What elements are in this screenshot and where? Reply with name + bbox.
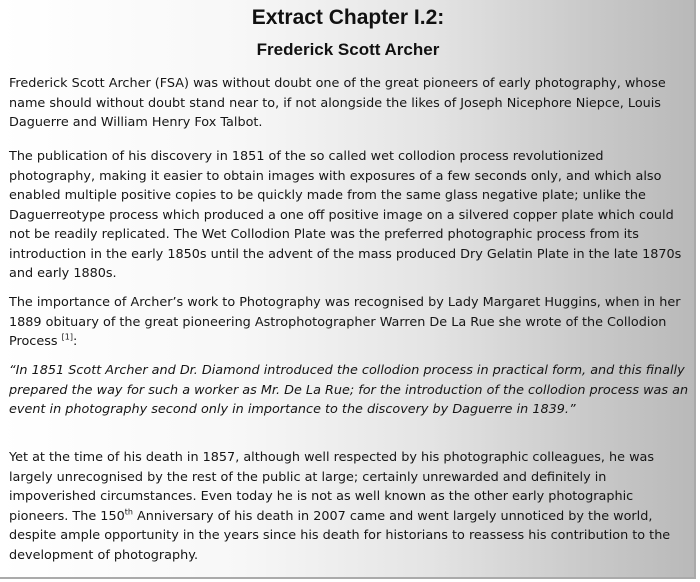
chapter-subtitle: Frederick Scott Archer bbox=[256, 40, 440, 59]
paragraph-importance-end: : bbox=[72, 334, 78, 349]
paragraph-importance bbox=[9, 293, 689, 352]
quotation: “In 1851 Scott Archer and Dr. Diamond introduced the collodion process in practical form, and this finally prepared the way for such a worker as Mr. De La Rue; for the introduction of the collodion process was an event in photography second only in importance to the discovery by Daguerre in 1839.” bbox=[9, 363, 689, 417]
reference-marker: [1] bbox=[61, 332, 73, 342]
paragraph-importance-text: The importance of Archer’s work to Photography was recognised by Lady Margaret Huggins, when in her 1889 obituary of the great pioneering Astrophotographer Warren De La Rue she wrote of the Collodion Process bbox=[9, 295, 681, 349]
paragraph-legacy bbox=[9, 448, 689, 565]
paragraph-discovery: The publication of his discovery in 1851 of the so called wet collodion process revolutionized photography, making it easier to obtain images with exposures of a few seconds only, and which also enabled multiple positive copies to be quickly made from the same glass negative plate; unlike the Daguerreotype process which produced a one off positive image on a silvered copper plate which could not be readily replicated. The Wet Collodion Plate was the preferred photographic process from its introduction in the early 1850s until the advent of the mass produced Dry Gelatin Plate in the late 1870s and early 1880s. bbox=[9, 149, 682, 281]
paragraph-legacy-text-a: Yet at the time of his death in 1857, although well respected by his photographic colleagues, he was largely unrecognised by the rest of the public at large; certainly unrewarded and definitely in impoverished circumstances. Even today he is not as well known as the other early photographic pioneers. The 150 bbox=[9, 450, 655, 524]
ordinal-suffix: th bbox=[124, 507, 133, 517]
paragraph-intro: Frederick Scott Archer (FSA) was without doubt one of the great pioneers of early photography, whose name should without doubt stand near to, if not alongside the likes of Joseph Nicephore Niepce, Louis Daguerre and William Henry Fox Talbot. bbox=[9, 76, 666, 130]
paragraph-legacy-text-b: Anniversary of his death in 2007 came and went largely unnoticed by the world, despite ample opportunity in the years since his death for historians to reassess his contribution to the development of photography. bbox=[9, 508, 671, 563]
chapter-title: Extract Chapter I.2: bbox=[251, 6, 445, 29]
